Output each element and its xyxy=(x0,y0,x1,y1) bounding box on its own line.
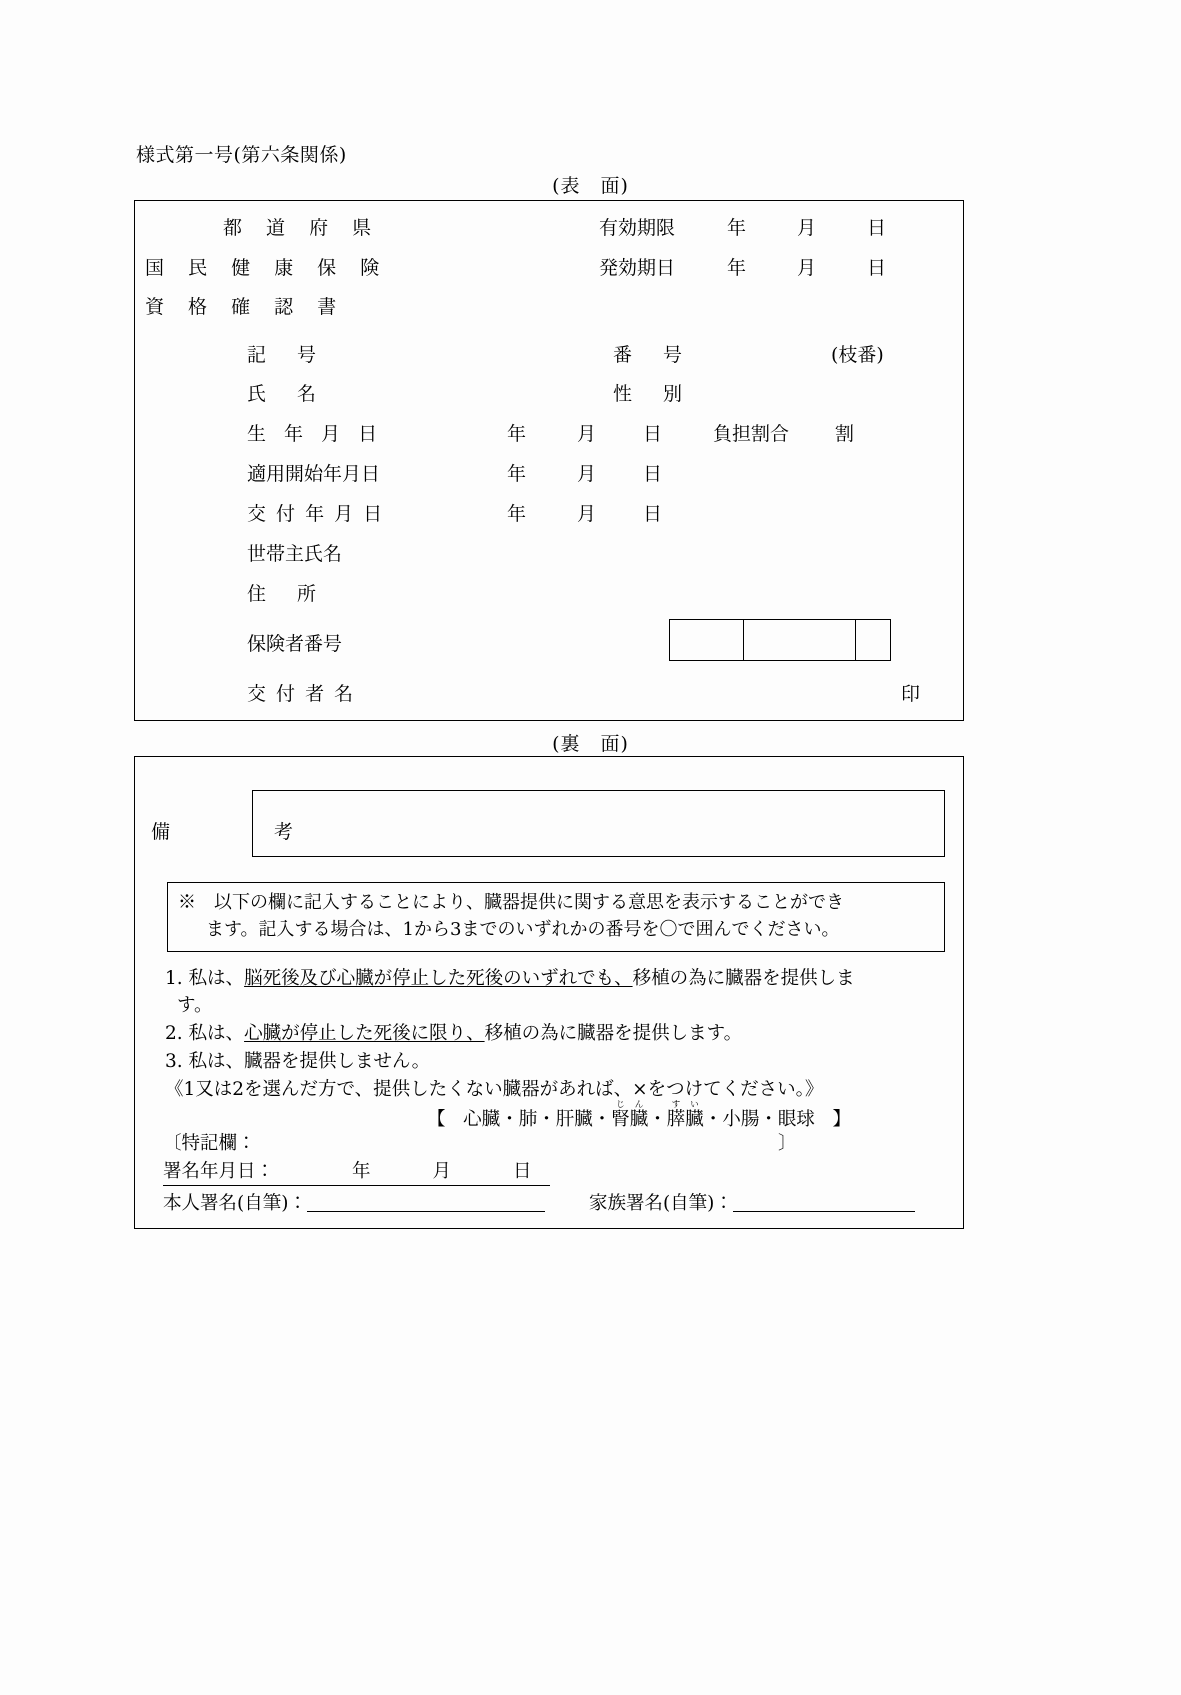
organ-item-kidney-ruby: じん xyxy=(611,1100,649,1110)
issue-date-label: 交 付 年 月 日 xyxy=(247,503,385,525)
branch-number-label: (枝番) xyxy=(831,344,884,366)
address-label: 住 所 xyxy=(247,583,323,605)
donation-option-2[interactable] xyxy=(165,1021,742,1048)
option-2-number: 2. xyxy=(165,1023,183,1044)
signature-date-month: 月 xyxy=(432,1161,452,1182)
effective-date-label: 発効期日 xyxy=(599,257,676,279)
option-2-underlined: 心臓が停止した死後に限り、 xyxy=(244,1023,485,1044)
organ-donation-notice xyxy=(167,882,945,952)
signature-date-label: 署名年月日： xyxy=(163,1161,275,1182)
issue-date-day: 日 xyxy=(643,503,663,525)
signature-date-day: 日 xyxy=(513,1161,532,1182)
option-1-suffix: 移植の為に臓器を提供しま xyxy=(632,968,855,989)
organ-item-kidney[interactable] xyxy=(611,1100,649,1130)
remarks-label: 備 考 xyxy=(151,821,316,843)
self-signature-label: 本人署名(自筆)： xyxy=(163,1193,307,1214)
organ-item-kidney-name: 腎臓 xyxy=(611,1109,649,1130)
special-notes-row[interactable] xyxy=(163,1129,803,1155)
form-number: 様式第一号(第六条関係) xyxy=(136,144,347,166)
front-side-caption: (表 面) xyxy=(552,175,629,197)
symbol-label: 記 号 xyxy=(247,344,323,366)
issuer-name-label: 交 付 者 名 xyxy=(247,683,356,705)
apply-start-month: 月 xyxy=(577,463,597,485)
organ-item-pancreas[interactable] xyxy=(666,1100,704,1130)
birth-date-day: 日 xyxy=(643,423,663,445)
copay-ratio-unit: 割 xyxy=(835,423,855,445)
back-side-caption: (裏 面) xyxy=(552,733,629,755)
organ-list-open-bracket: 【 xyxy=(427,1109,446,1130)
insurer-number-cell-2[interactable] xyxy=(743,620,855,660)
option-1-underlined: 脳死後及び心臓が停止した死後のいずれでも、 xyxy=(244,968,633,989)
option-1-number: 1. xyxy=(165,968,183,989)
number-label: 番 号 xyxy=(613,344,689,366)
family-signature-label: 家族署名(自筆)： xyxy=(588,1193,733,1214)
signature-date-row[interactable] xyxy=(163,1157,550,1186)
valid-until-year: 年 xyxy=(727,217,747,239)
donation-option-1[interactable] xyxy=(165,966,855,1020)
valid-until-day: 日 xyxy=(867,217,887,239)
insurer-number-cell-3[interactable] xyxy=(855,620,890,660)
option-2-suffix: 移植の為に臓器を提供します。 xyxy=(484,1023,743,1044)
option-1-prefix: 私は、 xyxy=(188,968,245,989)
signature-date-field[interactable] xyxy=(163,1157,550,1186)
seal-label: 印 xyxy=(901,683,921,705)
organ-item-eyeball[interactable]: 眼球 xyxy=(777,1109,815,1130)
prefecture-label: 都 道 府 県 xyxy=(223,217,381,239)
organ-item-heart[interactable]: 心臓 xyxy=(463,1109,501,1130)
back-card xyxy=(134,756,964,1229)
notice-line-2: ます。記入する場合は、1から3までのいずれかの番号を〇で囲んでください。 xyxy=(206,918,840,940)
name-label: 氏 名 xyxy=(247,383,323,405)
self-signature-input[interactable] xyxy=(307,1193,545,1212)
remarks-input-box[interactable] xyxy=(252,790,945,857)
organ-item-pancreas-name: 膵臓 xyxy=(666,1109,704,1130)
organ-selection-list[interactable] xyxy=(427,1100,851,1131)
option-3-number: 3. xyxy=(165,1051,183,1072)
organ-sep-4: ・ xyxy=(648,1109,667,1130)
valid-until-label: 有効期限 xyxy=(599,217,676,239)
organ-exclusion-note: 《1又は2を選んだ方で、提供したくない臓器があれば、×をつけてください。》 xyxy=(165,1079,824,1100)
organ-item-small-intestine[interactable]: 小腸 xyxy=(722,1109,760,1130)
eligibility-confirmation-label: 資 格 確 認 書 xyxy=(145,296,346,318)
apply-start-day: 日 xyxy=(643,463,663,485)
option-1-continuation: す。 xyxy=(177,994,213,1016)
organ-sep-5: ・ xyxy=(703,1109,723,1130)
valid-until-month: 月 xyxy=(797,217,817,239)
donation-option-3[interactable] xyxy=(165,1049,430,1076)
birth-date-year: 年 xyxy=(507,423,527,445)
organ-list-close-bracket: 】 xyxy=(832,1109,852,1130)
birth-date-label: 生 年 月 日 xyxy=(247,423,384,445)
apply-start-year: 年 xyxy=(507,463,527,485)
apply-start-label: 適用開始年月日 xyxy=(247,463,381,485)
issue-date-year: 年 xyxy=(507,503,527,525)
organ-sep-2: ・ xyxy=(537,1109,556,1130)
insurer-number-boxes[interactable] xyxy=(669,619,891,661)
effective-date-year: 年 xyxy=(727,257,747,279)
organ-item-pancreas-ruby: すい xyxy=(666,1100,704,1110)
insurer-number-cell-1[interactable] xyxy=(670,620,743,660)
signature-name-row[interactable] xyxy=(163,1189,915,1215)
special-notes-close-bracket: 〕 xyxy=(778,1133,797,1154)
national-health-insurance-label: 国 民 健 康 保 険 xyxy=(145,257,389,279)
organ-sep-3: ・ xyxy=(592,1109,612,1130)
organ-sep-1: ・ xyxy=(500,1109,519,1130)
special-notes-label: 〔特記欄： xyxy=(163,1133,256,1154)
householder-name-label: 世帯主氏名 xyxy=(247,543,343,565)
copay-ratio-label: 負担割合 xyxy=(713,423,790,445)
birth-date-month: 月 xyxy=(577,423,597,445)
notice-line-1: ※ 以下の欄に記入することにより、臓器提供に関する意思を表示することができ xyxy=(178,892,844,913)
signature-date-year: 年 xyxy=(352,1161,371,1182)
organ-sep-6: ・ xyxy=(759,1109,778,1130)
family-signature-input[interactable] xyxy=(733,1193,915,1212)
insurer-number-label: 保険者番号 xyxy=(247,633,343,655)
effective-date-day: 日 xyxy=(867,257,887,279)
option-3-prefix: 私は、臓器を提供しません。 xyxy=(188,1051,431,1072)
front-card xyxy=(134,200,964,721)
issue-date-month: 月 xyxy=(577,503,597,525)
organ-item-lung[interactable]: 肺 xyxy=(518,1109,538,1130)
sex-label: 性 別 xyxy=(613,383,689,405)
organ-item-liver[interactable]: 肝臓 xyxy=(555,1109,593,1130)
effective-date-month: 月 xyxy=(797,257,817,279)
option-2-prefix: 私は、 xyxy=(188,1023,245,1044)
